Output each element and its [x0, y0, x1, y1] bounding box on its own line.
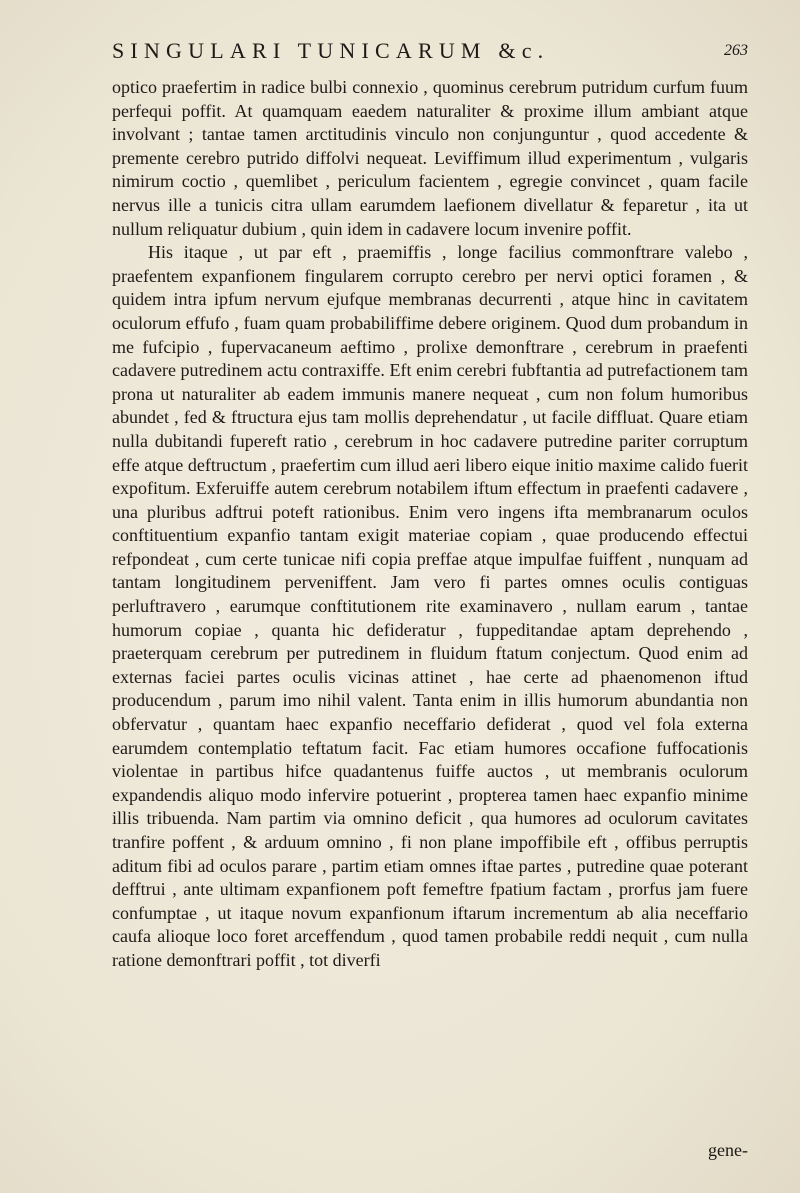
paragraph-2: His itaque , ut par eft , praemiffis , longe facilius commonftrare valebo , praefentem expanfionem fingularem corrupto cerebro per nervi optici foramen , & quidem intra ipfum nervum ejufque membranas decurrenti , atque hinc in cavitatem oculorum effufo , fuam quam probabiliffime debere originem. Quod dum probandum in me fufcipio , fupervacaneum aeftimo , prolixe demonftrare , cerebrum in praefenti cadavere putredinem actu contraxiffe. Eft enim cerebri fubftantia ad putrefactionem tam prona ut naturaliter ab eadem immunis manere nequeat , cum non folum humoribus abundet , fed & ftructura ejus tam mollis deprehendatur , ut facile diffluat. Quare etiam nulla dubitandi fupereft ratio , cerebrum in hoc cadavere putredine pariter corruptum effe atque deftructum , praefertim cum illud aeri libero eique initio maxime calido fuerit expofitum. Exferuiffe autem cerebrum notabilem iftum effectum in praefenti cadavere , una pluribus adftrui poteft rationibus. Enim vero ingens ifta membranarum oculos conftituentium expanfio tantam exigit materiae copiam , quae producendo effectui refpondeat , cum certe tunicae nifi copia preffae atque impulfae fuiffent , nunquam ad tantam longitudinem perveniffent. Jam vero fi partes omnes oculis contiguas perluftravero , earumque conftitutionem rite examinavero , nullam earum , tantae humorum copiae , quanta hic defideratur , fuppeditandae aptam deprehendo , praeterquam cerebrum per putredinem in fluidum ftatum conjectum. Quod enim ad externas faciei partes oculis vicinas attinet , hae certe ad phaenomenon iftud producendum , parum imo nihil valent. Tanta enim in illis humorum abundantia non obfervatur , quantam haec expanfio neceffario defiderat , quod vel fola externa earumdem contemplatio teftatum facit. Fac etiam humores occafione fuffocationis violentae in partibus hifce quadantenus fuiffe auctos , ut membranis oculorum expandendis aliquo modo infervire potuerint , propterea tamen haec expanfio minime illis tribuenda. Nam partim via omnino deficit , qua humores ad oculorum cavitates tranfire poffent , & arduum omnino , fi non plane impoffibile eft , offibus perruptis aditum fibi ad oculos parare , partim etiam omnes iftae partes , putredine quae poterant defftrui , ante ultimam expanfionem poft femeftre fpatium factam , prorfus jam fuere confumptae , ut itaque novum expanfionum iftarum incrementum ab alia neceffario caufa alioque loco foret arceffendum , quod tamen probabile reddi nequit , cum nulla ratione demonftrari poffit , tot diverfi [112, 242, 748, 970]
running-head: SINGULARI TUNICARUM &c. [112, 38, 550, 63]
paragraph-1: optico praefertim in radice bulbi connexio , quominus cerebrum putridum curfum fuum perfequi poffit. At quamquam eaedem naturaliter & proxime illum ambiant atque involvant ; tantae tamen arctitudinis vinculo non conjunguntur , quod accedente & premente cerebro putrido diffolvi nequeat. Leviffimum illud experimentum , vulgaris nimirum coctio , quemlibet , periculum facientem , egregie convincet , quam facile nervus ille a tunicis citra ullam earumdem laefionem divellatur & feparetur , ita ut nullum reliquatur dubium , quin idem in cadavere locum invenire poffit. [112, 77, 748, 239]
body-text [112, 76, 748, 973]
page-number: 263 [724, 42, 748, 59]
page-header [112, 38, 748, 72]
catchword: gene- [708, 1140, 748, 1160]
